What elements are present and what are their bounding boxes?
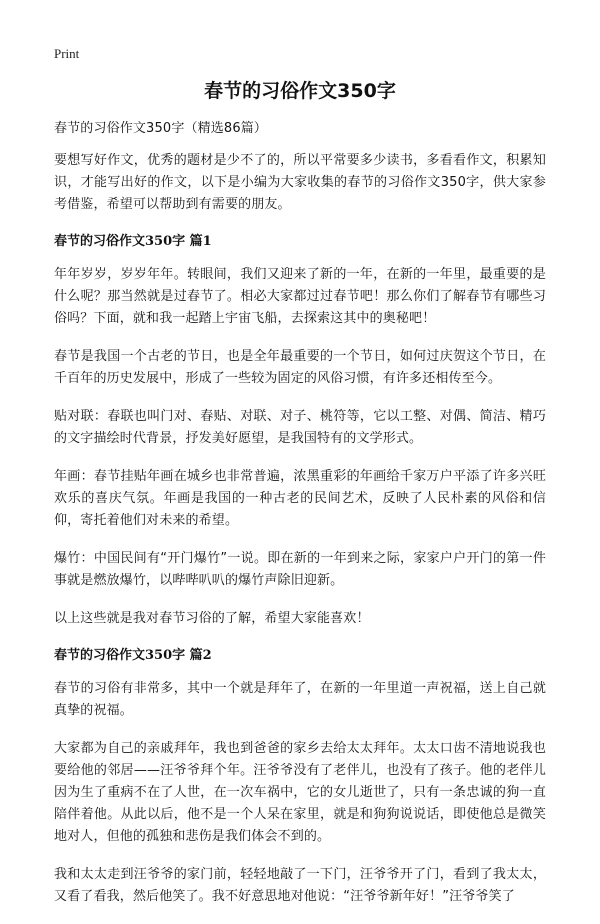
section-1-paragraph-1: 年年岁岁，岁岁年年。转眼间，我们又迎来了新的一年，在新的一年里，最重要的是什么呢？那当然就是过春节了。相必大家都过过春节吧！那么你们了解春节有哪些习俗吗？下面，就和我一起踏上宇宙飞船，去探索这其中的奥秘吧！: [54, 267, 546, 326]
section-1-paragraph-3: 贴对联：春联也叫门对、春贴、对联、对子、桃符等，它以工整、对偶、简洁、精巧的文字描绘时代背景，抒发美好愿望，是我国特有的文学形式。: [54, 409, 546, 446]
section-2-paragraph-1: 春节的习俗有非常多，其中一个就是拜年了，在新的一年里道一声祝福，送上自己就真挚的祝福。: [54, 681, 546, 718]
section-2-paragraph-2: 大家都为自己的亲戚拜年，我也到爸爸的家乡去给太太拜年。太太口齿不清地说我也要给他的邻居——汪爷爷拜个年。汪爷爷没有了老伴儿，也没有了孩子。他的老伴儿因为生了重病不在了人世，在一次车祸中，它的女儿逝世了，只有一条忠诚的狗一直陪伴着他。从此以后，他不是一个人呆在家里，就是和狗狗说说话，即使他总是微笑地对人，但他的孤独和悲伤是我们体会不到的。: [54, 741, 546, 844]
section-1-paragraph-2: 春节是我国一个古老的节日，也是全年最重要的一个节日，如何过庆贺这个节日，在千百年的历史发展中，形成了一些较为固定的风俗习惯，有许多还相传至今。: [54, 349, 546, 386]
page-title: 春节的习俗作文350字: [204, 80, 396, 102]
article-body: [54, 118, 546, 924]
section-1-paragraph-5: 爆竹：中国民间有“开门爆竹”一说。即在新的一年到来之际，家家户户开门的第一件事就是燃放爆竹，以哔哔叭叭的爆竹声除旧迎新。: [54, 551, 546, 588]
article-subtitle: 春节的习俗作文350字（精选86篇）: [54, 121, 268, 136]
section-heading-2: 春节的习俗作文350字 篇2: [54, 648, 212, 663]
intro-paragraph: 要想写好作文，优秀的题材是少不了的，所以平常要多少读书，多看看作文，积累知识，才能写出好的作文，以下是小编为大家收集的春节的习俗作文350字，供大家参考借鉴，希望可以帮助到有需要的朋友。: [54, 153, 546, 212]
section-1-paragraph-4: 年画：春节挂贴年画在城乡也非常普遍，浓黑重彩的年画给千家万户平添了许多兴旺欢乐的喜庆气氛。年画是我国的一种古老的民间艺术，反映了人民朴素的风俗和信仰，寄托着他们对未来的希望。: [54, 469, 546, 528]
section-2-paragraph-3: 我和太太走到汪爷爷的家门前，轻轻地敲了一下门，汪爷爷开了门，看到了我太太，又看了看我，然后他笑了。我不好意思地对他说：“汪爷爷新年好！”汪爷爷笑了: [54, 867, 546, 904]
section-heading-1: 春节的习俗作文350字 篇1: [54, 234, 212, 249]
print-link[interactable]: Print: [54, 46, 80, 61]
section-1-paragraph-6: 以上这些就是我对春节习俗的了解，希望大家能喜欢！: [54, 611, 370, 626]
